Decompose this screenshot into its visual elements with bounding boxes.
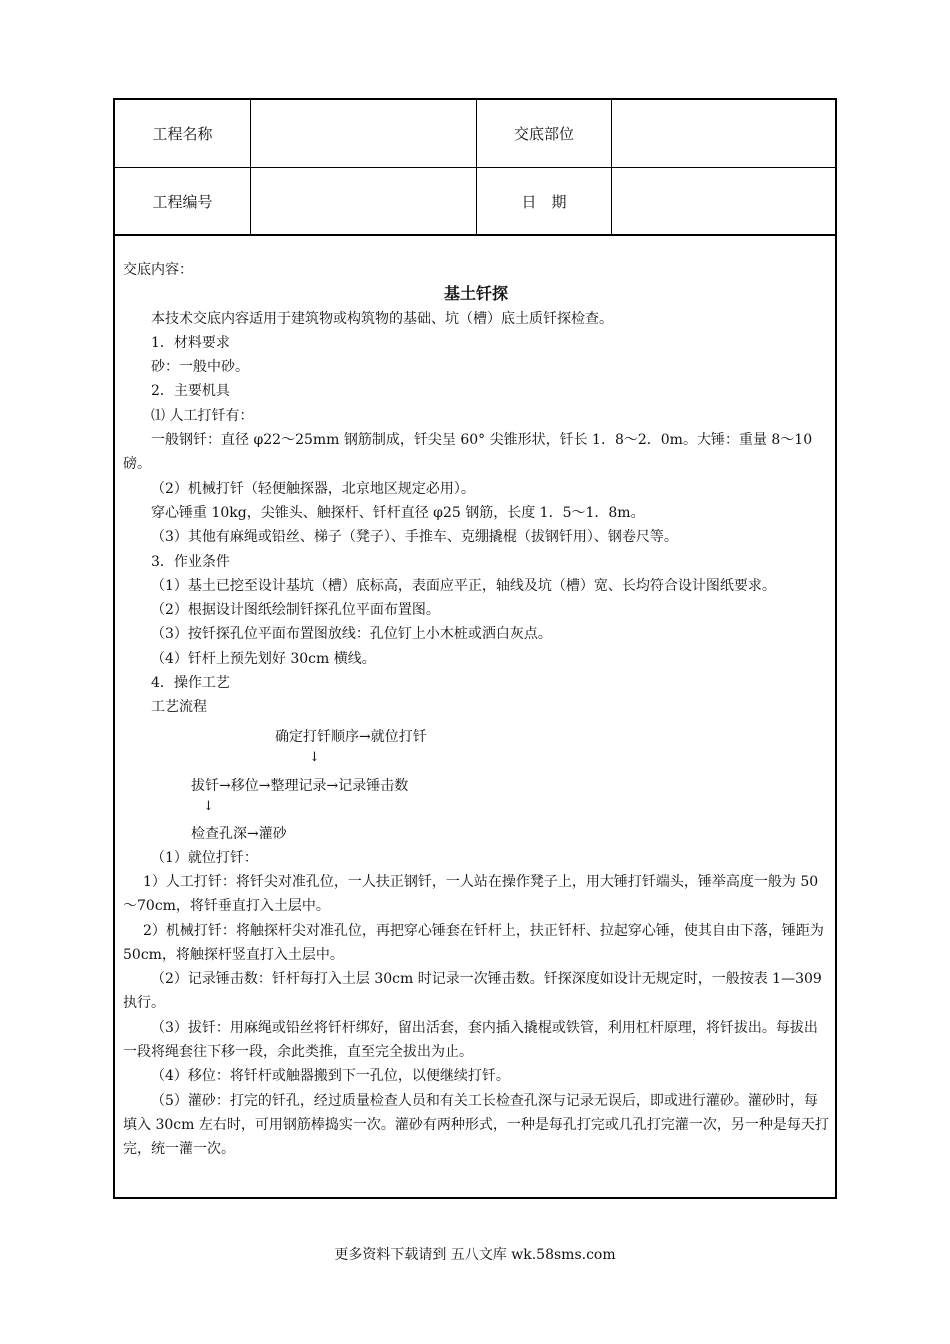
- paragraph: 1）人工打钎：将钎尖对准孔位，一人扶正钢钎，一人站在操作凳子上，用大锤打钎端头，锤举高度一般为 50～70cm，将钎垂直打入土层中。: [123, 873, 819, 915]
- intro-label: 交底内容：: [123, 262, 193, 278]
- paragraph: （3）其他有麻绳或铅丝、梯子（凳子）、手推车、克绷撬棍（拔钢钎用）、钢卷尺等。: [151, 529, 678, 546]
- flow-step-1: 确定打钎顺序→就位打钎: [275, 728, 427, 745]
- paragraph: （2）根据设计图纸绘制钎探孔位平面布置图。: [151, 602, 440, 619]
- paragraph: 砂：一般中砂。: [151, 359, 249, 376]
- flow-step-3: 检查孔深→灌砂: [191, 825, 287, 842]
- footer-note: 更多资料下载请到 五八文库 wk.58sms.com: [334, 1247, 616, 1263]
- disclosure-part-label: 交底部位: [477, 100, 612, 167]
- disclosure-part-value: [612, 100, 837, 167]
- paragraph: （3）拔钎：用麻绳或铅丝将钎杆绑好，留出活套，套内插入撬棍或铁管，利用杠杆原理，将钎拔出。每拔出一段将绳套往下移一段，余此类推，直至完全拔出为止。: [123, 1019, 818, 1061]
- date-label: 日 期: [477, 168, 612, 234]
- header-row-2: [115, 168, 835, 236]
- section-heading: 4．操作工艺: [151, 675, 230, 692]
- paragraph: 工艺流程: [151, 699, 207, 716]
- paragraph: （4）移位：将钎杆或触器搬到下一孔位，以便继续打钎。: [151, 1068, 510, 1085]
- disclosure-content: [123, 258, 829, 1162]
- paragraph: （2）机械打钎（轻便触探器，北京地区规定必用）。: [151, 480, 475, 497]
- paragraph: （4）钎杆上预先划好 30cm 横线。: [151, 650, 376, 667]
- paragraph: （5）灌砂：打完的钎孔，经过质量检查人员和有关工长检查孔深与记录无误后，即或进行灌砂。灌砂时，每填入 30cm 左右时，可用钢筋棒捣实一次。灌砂有两种形式，一种是每孔打完或几孔打完灌一次，另一种是每天打完，统一灌一次。: [123, 1092, 829, 1158]
- process-flow: [123, 720, 829, 842]
- flow-step-2: 拔钎→移位→整理记录→记录锤击数: [191, 777, 409, 794]
- project-name-label: 工程名称: [115, 100, 251, 167]
- project-name-value: [251, 100, 477, 167]
- section-heading: 2．主要机具: [151, 383, 230, 400]
- section-heading: 1．材料要求: [151, 334, 230, 351]
- arrow-down-icon: ↓: [309, 749, 320, 765]
- date-value: [612, 168, 837, 234]
- paragraph: （3）按钎探孔位平面布置图放线：孔位钉上小木桩或洒白灰点。: [151, 626, 552, 643]
- paragraph: （1）基土已挖至设计基坑（槽）底标高，表面应平正，轴线及坑（槽）宽、长均符合设计图纸要求。: [151, 577, 776, 594]
- paragraph: 2）机械打钎：将触探杆尖对准孔位，再把穿心锤套在钎杆上，扶正钎杆、拉起穿心锤，使其自由下落，锤距为 50cm，将触探杆竖直打入土层中。: [123, 922, 824, 963]
- paragraph: （1）就位打钎：: [151, 849, 258, 866]
- paragraph: 穿心锤重 10kg，尖锥头、触探杆、钎杆直径 φ25 钢筋，长度 1．5～1．8m。: [151, 504, 645, 521]
- paragraph: 一般钢钎：直径 φ22～25mm 钢筋制成，钎尖呈 60° 尖锥形状，钎长 1．8～2．0m。大锤：重量 8～10 磅。: [123, 432, 813, 473]
- paragraph: （2）记录锤击数：钎杆每打入土层 30cm 时记录一次锤击数。钎探深度如设计无规定时，一般按表 1—309 执行。: [123, 971, 822, 1012]
- header-row-1: [115, 100, 835, 168]
- arrow-down-icon: ↓: [203, 798, 214, 814]
- project-number-label: 工程编号: [115, 168, 251, 234]
- disclosure-form: [113, 98, 837, 1199]
- section-heading: 3．作业条件: [151, 553, 230, 570]
- project-number-value: [251, 168, 477, 234]
- doc-title: 基土钎探: [443, 284, 508, 304]
- paragraph: 本技术交底内容适用于建筑物或构筑物的基础、坑（槽）底土质钎探检查。: [151, 310, 613, 327]
- paragraph: ⑴ 人工打钎有：: [151, 407, 254, 424]
